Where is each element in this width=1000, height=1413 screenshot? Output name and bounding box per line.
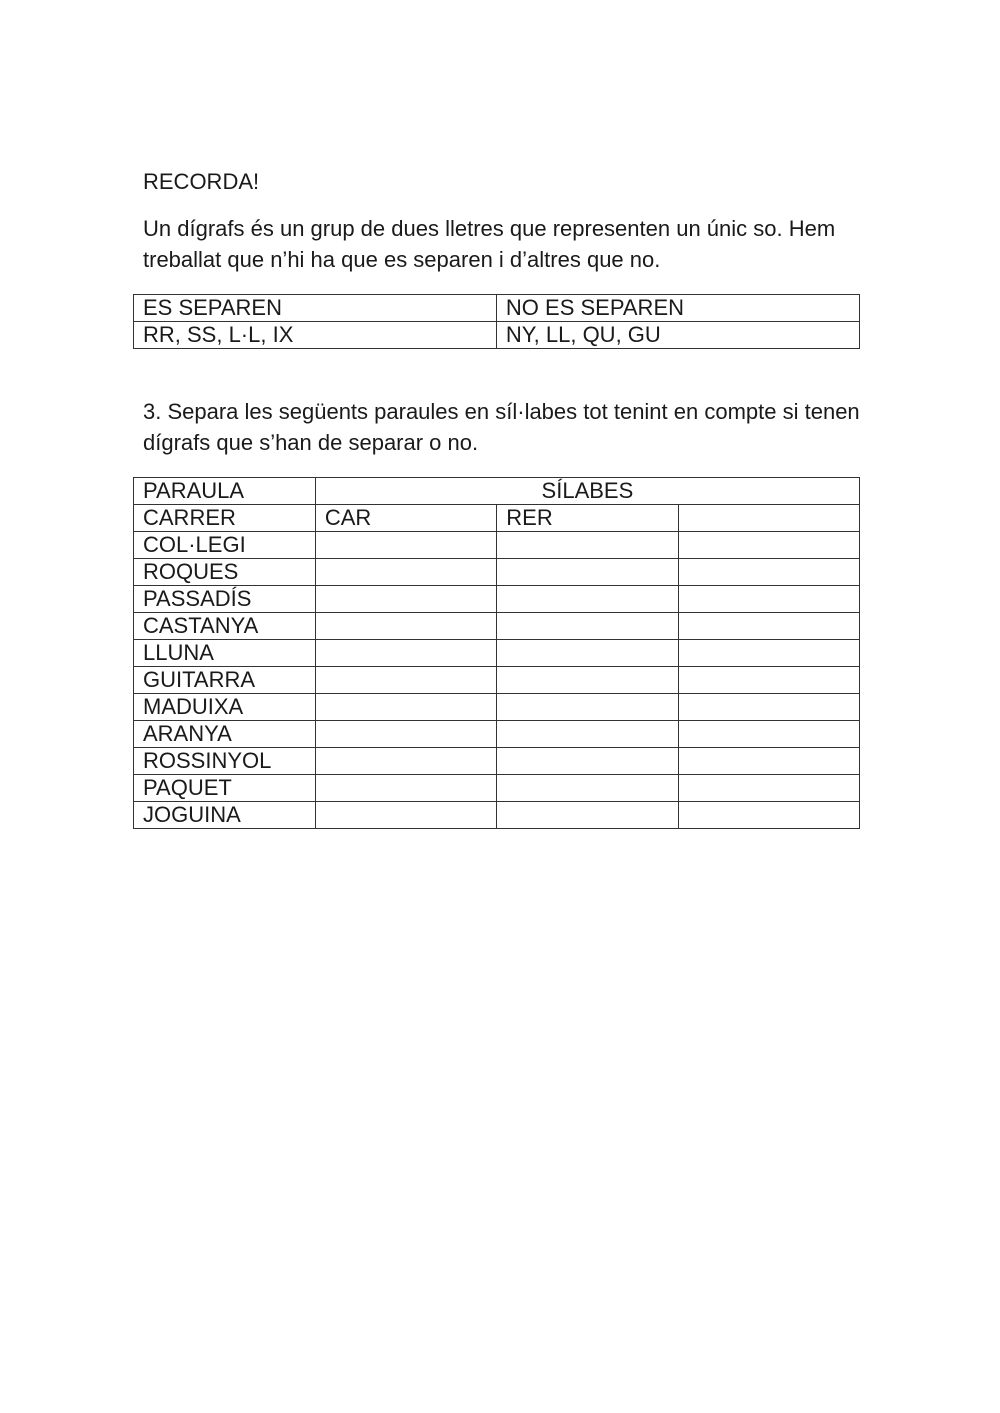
word-cell: ARANYA [134,721,316,748]
syllable-cell[interactable] [497,532,678,559]
table-row [134,505,860,532]
header-syllables: SÍLABES [315,478,859,505]
syllable-cell[interactable] [678,721,859,748]
header-word: PARAULA [134,478,316,505]
table-row [134,532,860,559]
syllable-cell[interactable] [497,802,678,829]
syllable-cell[interactable] [315,586,496,613]
table-row [134,802,860,829]
syllable-cell[interactable] [497,613,678,640]
syllable-cell[interactable] [315,775,496,802]
word-cell: CASTANYA [134,613,316,640]
syllable-cell[interactable] [497,559,678,586]
syllable-cell[interactable] [497,694,678,721]
syllable-cell[interactable] [678,640,859,667]
table-row [134,295,860,322]
word-cell: PAQUET [134,775,316,802]
syllable-cell[interactable] [678,775,859,802]
syllable-cell[interactable] [315,721,496,748]
syllable-cell[interactable] [497,775,678,802]
header-separate: ES SEPAREN [134,295,497,322]
word-cell: JOGUINA [134,802,316,829]
table-row [134,613,860,640]
syllable-cell[interactable] [315,667,496,694]
syllable-table [133,477,860,829]
syllable-cell[interactable] [315,802,496,829]
syllable-cell[interactable] [497,640,678,667]
syllable-cell[interactable] [678,694,859,721]
syllable-cell[interactable] [678,586,859,613]
syllable-cell[interactable] [315,559,496,586]
table-row [134,721,860,748]
syllable-cell[interactable]: CAR [315,505,496,532]
word-cell: LLUNA [134,640,316,667]
syllable-cell[interactable] [497,667,678,694]
table-header-row [134,478,860,505]
syllable-cell[interactable] [315,640,496,667]
syllable-cell[interactable] [315,532,496,559]
table-row [134,694,860,721]
word-cell: GUITARRA [134,667,316,694]
word-cell: MADUIXA [134,694,316,721]
syllable-cell[interactable] [678,613,859,640]
syllable-cell[interactable] [678,667,859,694]
syllable-cell[interactable] [315,613,496,640]
syllable-cell[interactable] [678,802,859,829]
table-row [134,322,860,349]
table-row [134,775,860,802]
word-cell: CARRER [134,505,316,532]
syllable-cell[interactable] [678,505,859,532]
not-separate-digraphs: NY, LL, QU, GU [496,322,859,349]
table-row [134,559,860,586]
table-row [134,640,860,667]
table-row [134,586,860,613]
intro-paragraph: Un dígrafs és un grup de dues lletres que representen un únic so. Hem treballat que n’hi ha que es separen i d’altres que no. [143,216,836,272]
syllable-cell[interactable]: RER [497,505,678,532]
syllable-cell[interactable] [678,532,859,559]
word-cell: PASSADÍS [134,586,316,613]
table-row [134,748,860,775]
syllable-cell[interactable] [315,694,496,721]
exercise-instruction: 3. Separa les següents paraules en síl·labes tot tenint en compte si tenen dígrafs que s’han de separar o no. [143,399,860,455]
syllable-cell[interactable] [678,748,859,775]
word-cell: ROSSINYOL [134,748,316,775]
table-row [134,667,860,694]
header-not-separate: NO ES SEPAREN [496,295,859,322]
syllable-cell[interactable] [678,559,859,586]
reminder-title: RECORDA! [143,169,260,194]
syllable-cell[interactable] [315,748,496,775]
syllable-cell[interactable] [497,748,678,775]
digraph-table [133,294,860,349]
word-cell: ROQUES [134,559,316,586]
syllable-cell[interactable] [497,586,678,613]
word-cell: COL·LEGI [134,532,316,559]
separate-digraphs: RR, SS, L·L, IX [134,322,497,349]
syllable-cell[interactable] [497,721,678,748]
